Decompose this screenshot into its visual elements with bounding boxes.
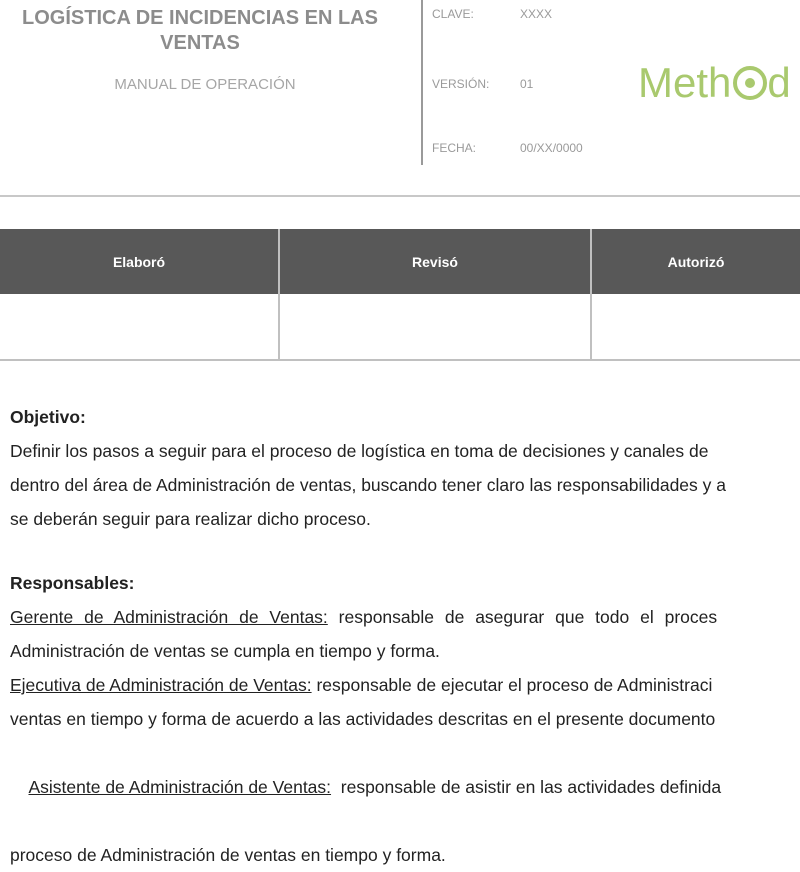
role-ejecutiva bbox=[10, 668, 800, 702]
autorizo-header: Autorizó bbox=[591, 229, 800, 294]
role-asistente bbox=[10, 736, 800, 838]
signature-table bbox=[0, 229, 800, 361]
version-label: VERSIÓN: bbox=[432, 77, 490, 91]
elaboro-header: Elaboró bbox=[0, 229, 279, 294]
fecha-value: 00/XX/0000 bbox=[520, 141, 583, 155]
role-description: responsable de asistir en las actividades definida bbox=[331, 777, 722, 797]
logo-text-start: Meth bbox=[638, 59, 732, 106]
role-description-line2: ventas en tiempo y forma de acuerdo a las actividades descritas en el presente documento bbox=[10, 709, 716, 729]
document-body bbox=[10, 400, 800, 872]
document-title-line1: LOGÍSTICA DE INCIDENCIAS EN LAS bbox=[22, 7, 378, 29]
document-subtitle: MANUAL DE OPERACIÓN bbox=[114, 76, 296, 93]
logo-text-end: d bbox=[767, 59, 791, 106]
role-description: responsable de ejecutar el proceso de Administraci bbox=[311, 675, 713, 695]
signature-row bbox=[0, 294, 800, 360]
fecha-label: FECHA: bbox=[432, 141, 477, 155]
role-gerente bbox=[10, 600, 800, 634]
responsables-heading: Responsables: bbox=[10, 573, 135, 593]
role-description-line2: proceso de Administración de ventas en tiempo y forma. bbox=[10, 845, 446, 865]
role-title: Gerente de Administración de Ventas: bbox=[10, 607, 328, 627]
reviso-header: Revisó bbox=[279, 229, 591, 294]
objetivo-heading: Objetivo: bbox=[10, 407, 86, 427]
reviso-signature-cell bbox=[279, 294, 591, 360]
autorizo-signature-cell bbox=[591, 294, 800, 360]
logo-gear-icon bbox=[733, 66, 767, 100]
header-horizontal-divider bbox=[0, 195, 800, 197]
version-value: 01 bbox=[520, 77, 534, 91]
document-title bbox=[0, 6, 400, 56]
role-title: Asistente de Administración de Ventas: bbox=[28, 777, 332, 797]
clave-value: XXXX bbox=[520, 7, 553, 21]
signature-header-row bbox=[0, 229, 800, 294]
role-title: Ejecutiva de Administración de Ventas: bbox=[10, 675, 312, 695]
section-spacer bbox=[10, 536, 800, 566]
objetivo-line: Definir los pasos a seguir para el proceso de logística en toma de decisiones y canales de bbox=[10, 441, 709, 461]
document-title-line2: VENTAS bbox=[160, 32, 240, 54]
clave-label: CLAVE: bbox=[432, 7, 474, 21]
role-description-line2: Administración de ventas se cumpla en tiempo y forma. bbox=[10, 641, 440, 661]
header-vertical-divider bbox=[421, 0, 423, 165]
elaboro-signature-cell bbox=[0, 294, 279, 360]
objetivo-line: dentro del área de Administración de ventas, buscando tener claro las responsabilidades y a bbox=[10, 475, 726, 495]
objetivo-line: se deberán seguir para realizar dicho proceso. bbox=[10, 509, 371, 529]
role-description: responsable de asegurar que todo el proces bbox=[327, 607, 718, 627]
company-logo bbox=[638, 58, 791, 108]
